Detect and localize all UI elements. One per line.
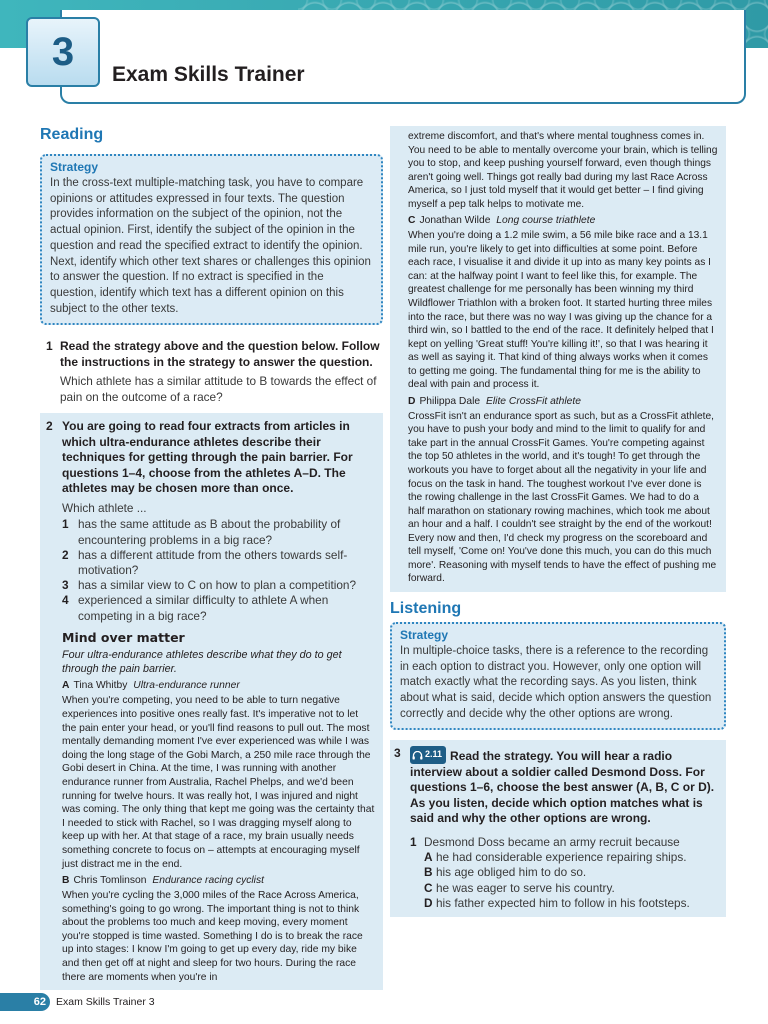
right-column (390, 126, 726, 917)
question-list (62, 517, 375, 623)
unit-number: 3 (51, 29, 75, 74)
reading-strategy-text: In the cross-text multiple-matching task, you have to compare opinions or attitudes expressed in four texts. The question provides information on the subject of the opinion, not the actual opinion. First, identify the subject of the opinion in the question and read the specified extract to identify the opinion. Next, identify which other text shares or challenges this opinion to answer the question. If no extract is specified in the question, identify which text has a different opinion on this subject to the other texts. (50, 177, 371, 315)
exercise-1-instruction: Read the strategy above and the question below. Follow the instructions in the strategy to answer the question. (60, 339, 380, 369)
footer-label: Exam Skills Trainer 3 (56, 996, 155, 1008)
athlete-a-text: When you're competing, you need to be able to turn negative experiences into positive ones really fast. It's imperative not to let the pain enter your head, or you'll find reasons to pull out. The most mentally demanding moment I've ever experienced was while I was doing the long stage of the Gobi March, a 250 mile race through the Gobi desert in China. At the time, I was running with another endurance runner from Australia, Rachel Phelps, and we'd been running for twelve hours. It was really hot, I was injured and night was coming. The only thing that kept me going was the certainty that I needed to stick with Rachel, so I was dragging myself along to keep up with her. At that stage of a race, my brain usually needs something concrete to focus on – attempts at encouraging myself just distract me in the end. (62, 695, 375, 870)
listening-strategy-box (390, 622, 726, 731)
header-frame (60, 10, 746, 104)
listening-heading: Listening (390, 599, 462, 617)
question-item: 4 experienced a similar difficulty to athlete A when competing in a big race? (62, 593, 329, 623)
reading-heading: Reading (40, 126, 104, 143)
page-footer (0, 993, 155, 1011)
listening-strategy-title: Strategy (400, 627, 449, 642)
article-subtitle: Four ultra-endurance athletes describe what they do to get through the pain barrier. (62, 648, 342, 675)
exercise-3 (390, 740, 726, 917)
exercise-2-instruction: You are going to read four extracts from articles in which ultra-endurance athletes describe their techniques for getting through the pain barrier. For questions 1–4, choose from the athletes A–D. The athletes may be chosen more than once. (62, 419, 353, 495)
audio-track-number: 2.11 (425, 749, 443, 760)
athlete-b-text: When you're cycling the 3,000 miles of the Race Across America, something's going to go wrong. The important thing is not to think about the problems too much and keep moving, every moment you're stopped is time wasted. Something I do is to break the race up into stages: I know I'm going to get up every day, ride my bike and then get off at night and sleep for two hours. During the race there are moments when you're in (62, 890, 363, 983)
athlete-c-text: When you're doing a 1.2 mile swim, a 56 mile bike race and a 13.1 mile run, you're likely to get into difficulties at some point. Before each race, I visualise it and divide it up into as many key points as I can: at the halfway point I want to feel like this, for example. The greatest challenge for me personally has been winning my third Wildflower Triathlon with a broken foot. It started hurting three miles into the race, but there was no way I was giving up the chance for a third win, so I battled to the end of the race. It definitely helped that I kept on yelling 'Great stuff! You're killing it!', so that I was hearing it as well as saying it. That kind of thing always works when it comes to getting me going. The fundamental thing for me is the ability to deal with pain and process it. (408, 230, 714, 391)
listening-strategy-text: In multiple-choice tasks, there is a reference to the recording in each option to distract you. However, only one option will match exactly what the recording says. As you listen, think about what is said, decide which option answers the question correctly and decide why the other options are wrong. (400, 644, 712, 720)
page-number: 62 (0, 993, 50, 1011)
exercise-2-number: 2 (46, 419, 53, 434)
question-item: 3 has a similar view to C on how to plan a competition? (62, 578, 357, 593)
athlete-b-text-continued: extreme discomfort, and that's where mental toughness comes in. You need to be able to mentally overcome your brain, which is telling you to stop, and keep pushing yourself forward, even though things aren't going well. Things got really bad during my last Race Across America, so I just told myself that it would get better – I find giving myself a pep talk helps to motivate me. (408, 131, 718, 210)
athlete-c-heading: C Jonathan Wilde Long course triathlete (408, 215, 596, 227)
mcq-option-d: D his father expected him to follow in his footsteps. (424, 895, 690, 910)
article-title: Mind over matter (62, 629, 185, 645)
question-item: 2 has a different attitude from the others towards self-motivation? (62, 547, 348, 577)
exercise-1-question: Which athlete has a similar attitude to B towards the effect of pain on the outcome of a race? (60, 374, 377, 404)
exercise-2 (40, 413, 383, 990)
exercise-3-instruction (410, 746, 718, 826)
athlete-d-heading: D Philippa Dale Elite CrossFit athlete (408, 395, 581, 407)
exercise-3-instruction-text: Read the strategy. You will hear a radio interview about a soldier called Desmond Doss. For questions 1–6, choose the best answer (A, B, C or D). As you listen, decide which option matches what is said and why the other options are wrong. (410, 749, 715, 826)
headphones-icon (412, 751, 423, 760)
mcq-stem: Desmond Doss became an army recruit because (424, 834, 680, 849)
mcq-option-b: B his age obliged him to do so. (424, 865, 587, 880)
page-title: Exam Skills Trainer (112, 63, 305, 86)
reading-strategy-title: Strategy (50, 160, 99, 174)
audio-track-badge[interactable] (410, 746, 446, 763)
mcq-question-1: 1 Desmond Doss became an army recruit because A he had considerable experience repairing ships. B his age obliged him to do so. C he was eager to serve his country. D his father expected him to follow in his footsteps. (410, 835, 718, 911)
athlete-d-text: CrossFit isn't an endurance sport as such, but as a CrossFit athlete, you have to push your body and mind to the limit to qualify for and take part in the annual CrossFit Games. You're competing against the top 50 athletes in the world, and it's tough! To get through the workouts you have to forget about all the negativity in your life and focus on the task in hand. The toughest workout I've ever done is the rowing challenge in the last CrossFit Games. We had to do a half marathon on stationary rowing machines, which took me about an hour and a half. I couldn't see straight by the end of the workout! Every now and then, I'd check my progress on the scoreboard and tell myself, 'Come on! You've done this much, you can do this much more'. Reasoning with myself tends to have the effect of pushing me forward. (408, 410, 717, 585)
mcq-option-a: A he had considerable experience repairing ships. (424, 850, 687, 864)
exercise-1-number: 1 (46, 339, 53, 354)
left-column (40, 126, 383, 990)
mcq-option-c: C he was eager to serve his country. (424, 880, 615, 895)
question-item: 1 has the same attitude as B about the probability of encountering problems in a big race? (62, 517, 341, 547)
unit-number-badge (26, 17, 100, 87)
athlete-b-heading: B Chris Tomlinson Endurance racing cyclist (62, 875, 264, 887)
athlete-a-heading: A Tina Whitby Ultra-endurance runner (62, 680, 240, 692)
exercise-3-number: 3 (394, 746, 401, 761)
which-athlete-prompt: Which athlete ... (62, 501, 147, 516)
exercise-1 (40, 339, 383, 405)
reading-strategy-box (40, 154, 383, 325)
article-continuation (390, 126, 726, 592)
